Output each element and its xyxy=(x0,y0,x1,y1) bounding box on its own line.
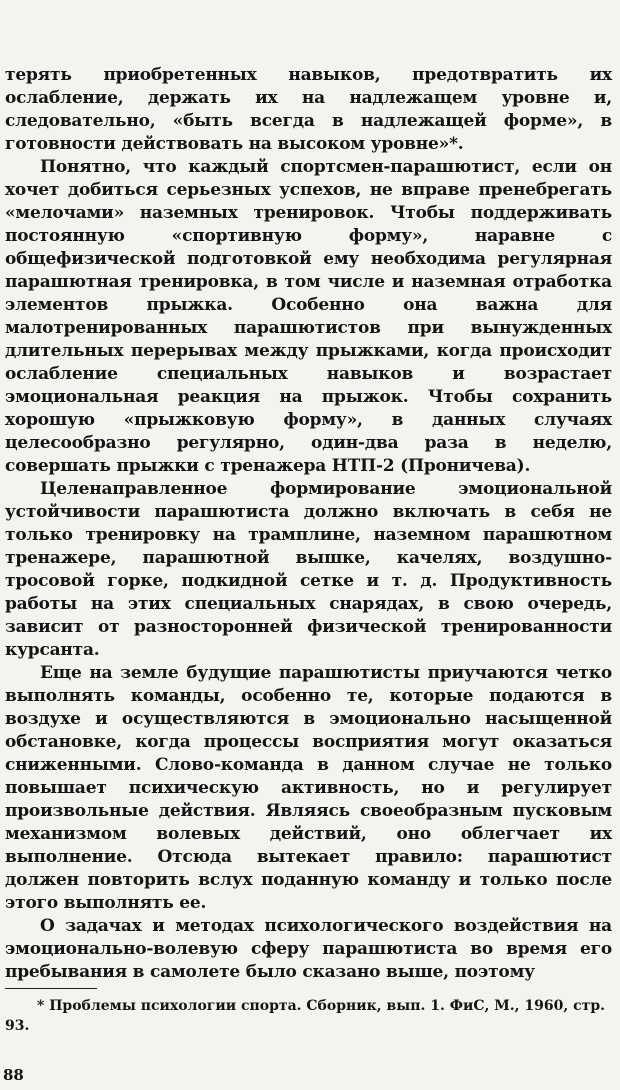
paragraph-2: Понятно, что каждый спортсмен-парашютист, если он хочет добиться серьезных успехов, не вправе пренебрегать «мелочами» наземных тренировок. Чтобы поддерживать постоянную «спортивную форму», наравне с общефизической подготовкой ему необходима регулярная парашютная тренировка, в том числе и наземная отработка элементов прыжка. Особенно она важна для малотренированных парашютистов при вынужденных длительных перерывах между прыжками, когда происходит ослабление специальных навыков и возрастает эмоциональная реакция на прыжок. Чтобы сохранить хорошую «прыжковую форму», в данных случаях целесообразно регулярно, один-два раза в неделю, совершать прыжки с тренажера НТП-2 (Проничева). xyxy=(5,157,612,476)
paragraph-3: Целенаправленное формирование эмоциональной устойчивости парашютиста должно включать в себя не только тренировку на трамплине, наземном парашютном тренажере, парашютной вышке, качелях, воздушно-тросовой горке, подкидной сетке и т. д. Продуктивность работы на этих специальных снарядах, в свою очередь, зависит от разносторонней физической тренированности курсанта. xyxy=(5,479,612,660)
paragraph-4: Еще на земле будущие парашютисты приучаются четко выполнять команды, особенно те, которые подаются в воздухе и осуществляются в эмоционально насыщенной обстановке, когда процессы восприятия могут оказаться сниженными. Слово-команда в данном случае не только повышает психическую активность, но и регулирует произвольные действия. Являясь своеобразным пусковым механизмом волевых действий, оно облегчает их выполнение. Отсюда вытекает правило: парашютист должен повторить вслух поданную команду и только после этого выполнять ее. xyxy=(5,663,612,913)
body-text xyxy=(5,64,612,984)
paragraph-1: терять приобретенных навыков, предотвратить их ослабление, держать их на надлежащем уровне и, следовательно, «быть всегда в надлежащей форме», в готовности действовать на высоком уровне»*. xyxy=(5,65,612,154)
footnote-divider xyxy=(5,988,97,989)
footnote: * Проблемы психологии спорта. Сборник, вып. 1. ФиС, М., 1960, стр. 93. xyxy=(5,998,605,1034)
paragraph-5: О задачах и методах психологического воздействия на эмоционально-волевую сферу парашютиста во время его пребывания в самолете было сказано выше, поэтому xyxy=(5,916,612,982)
page-number: 88 xyxy=(3,1066,24,1084)
